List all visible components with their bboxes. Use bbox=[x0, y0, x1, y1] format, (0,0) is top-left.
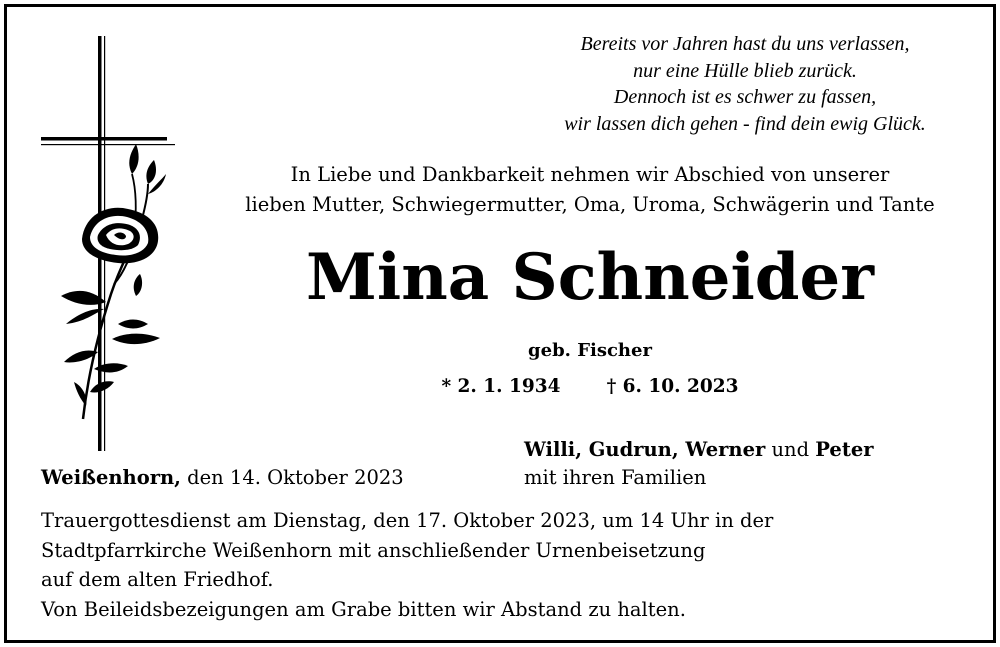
life-dates bbox=[200, 374, 980, 400]
place-date bbox=[41, 464, 404, 492]
date: den 14. Oktober 2023 bbox=[180, 466, 404, 489]
poem-line: Dennoch ist es schwer zu fassen, bbox=[613, 86, 877, 108]
service-line: Von Beileidsbezeigungen am Grabe bitten wir Abstand zu halten. bbox=[41, 597, 686, 621]
family-suffix: mit ihren Familien bbox=[524, 466, 707, 489]
service-line: Stadtpfarrkirche Weißenhorn mit anschließender Urnenbeisetzung bbox=[41, 538, 706, 562]
poem-line: wir lassen dich gehen - find dein ewig Glück. bbox=[564, 112, 926, 135]
family-names: Willi, Gudrun, Werner bbox=[524, 438, 766, 461]
family-connector: und bbox=[765, 438, 816, 461]
intro-line: In Liebe und Dankbarkeit nehmen wir Abschied von unserer bbox=[290, 163, 890, 186]
place: Weißenhorn, bbox=[41, 466, 181, 489]
poem-line: nur eine Hülle blieb zurück. bbox=[633, 59, 857, 82]
poem-line: Bereits vor Jahren hast du uns verlassen, bbox=[580, 33, 910, 55]
birth-date: * 2. 1. 1934 bbox=[441, 376, 561, 397]
intro-line: lieben Mutter, Schwiegermutter, Oma, Uroma, Schwägerin und Tante bbox=[245, 192, 935, 216]
service-line: Trauergottesdienst am Dienstag, den 17. Oktober 2023, um 14 Uhr in der bbox=[41, 509, 774, 532]
family-last-name: Peter bbox=[815, 438, 874, 461]
service-info bbox=[41, 506, 773, 624]
family-signature bbox=[524, 436, 874, 492]
born-name: geb. Fischer bbox=[528, 340, 652, 361]
death-date: † 6. 10. 2023 bbox=[606, 376, 739, 397]
cross-rose-icon bbox=[36, 34, 178, 459]
deceased-name: Mina Schneider bbox=[306, 240, 874, 315]
service-line: auf dem alten Friedhof. bbox=[41, 568, 274, 591]
intro-text bbox=[200, 160, 980, 219]
poem bbox=[520, 31, 970, 137]
